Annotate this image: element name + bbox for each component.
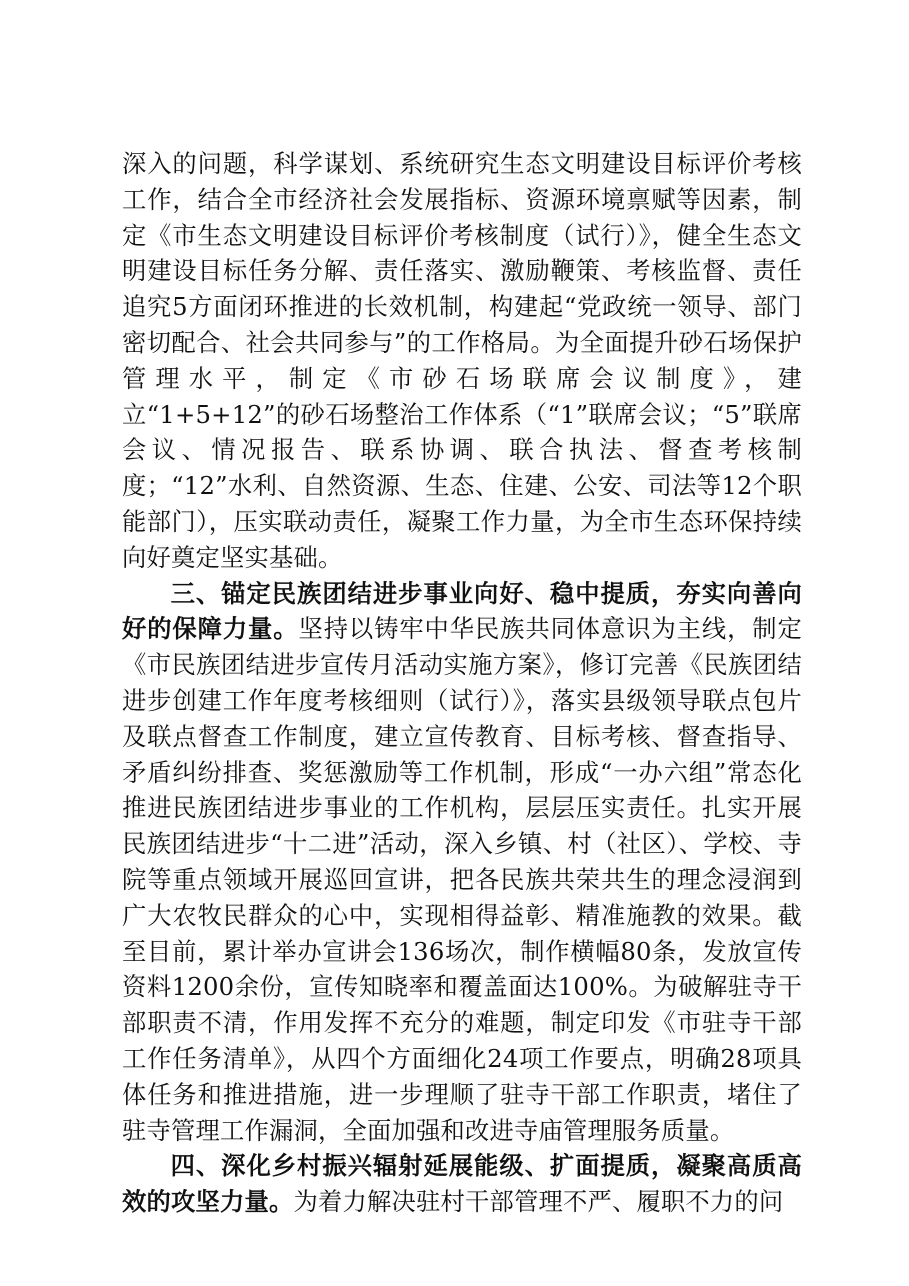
section-3-body: 坚持以铸牢中华民族共同体意识为主线，制定《市民族团结进步宣传月活动实施方案》，修订完善《民族团结进步创建工作年度考核细则（试行）》，落实县级领导联点包片及联点督查工作制度，建立宣传教育、目标考核、督查指导、矛盾纠纷排查、奖惩激励等工作机制，形成“一办六组”常态化推进民族团结进步事业的工作机构，层层压实责任。扎实开展民族团结进步“十二进”活动，深入乡镇、村（社区）、学校、寺院等重点领域开展巡回宣讲，把各民族共荣共生的理念浸润到广大农牧民群众的心中，实现相得益彰、精准施教的效果。截至目前，累计举办宣讲会136场次，制作横幅80条，发放宣传资料1200余份，宣传知晓率和覆盖面达100%。为破解驻寺干部职责不清，作用发挥不充分的难题，制定印发《市驻寺干部工作任务清单》，从四个方面细化24项工作要点，明确28项具体任务和推进措施，进一步理顺了驻寺干部工作职责，堵住了驻寺管理工作漏洞，全面加强和改进寺庙管理服务质量。 — [122, 614, 802, 1145]
section-3-heading: 三、锚定民族团结进步事业向好、稳中提质，夯实向善向好的保障力量。 — [122, 578, 802, 644]
paragraph-section-4 — [122, 1148, 802, 1220]
section-4-body: 为着力解决驻村干部管理不严、履职不力的问 — [293, 1187, 784, 1217]
document-page — [122, 146, 802, 1220]
section-4-heading: 四、深化乡村振兴辐射延展能级、扩面提质，凝聚高质高效的攻坚力量。 — [122, 1151, 802, 1217]
paragraph-section-3 — [122, 576, 802, 1149]
paragraph-ecology: 深入的问题，科学谋划、系统研究生态文明建设目标评价考核工作，结合全市经济社会发展指标、资源环境禀赋等因素，制定《市生态文明建设目标评价考核制度（试行）》，健全生态文明建设目标任务分解、责任落实、激励鞭策、考核监督、责任追究5方面闭环推进的长效机制，构建起“党政统一领导、部门密切配合、社会共同参与”的工作格局。为全面提升砂石场保护管理水平，制定《市砂石场联席会议制度》，建立“1+5+12”的砂石场整治工作体系（“1”联席会议；“5”联席会议、情况报告、联系协调、联合执法、督查考核制度；“12”水利、自然资源、生态、住建、公安、司法等12个职能部门），压实联动责任，凝聚工作力量，为全市生态环保持续向好奠定坚实基础。 — [122, 149, 802, 572]
